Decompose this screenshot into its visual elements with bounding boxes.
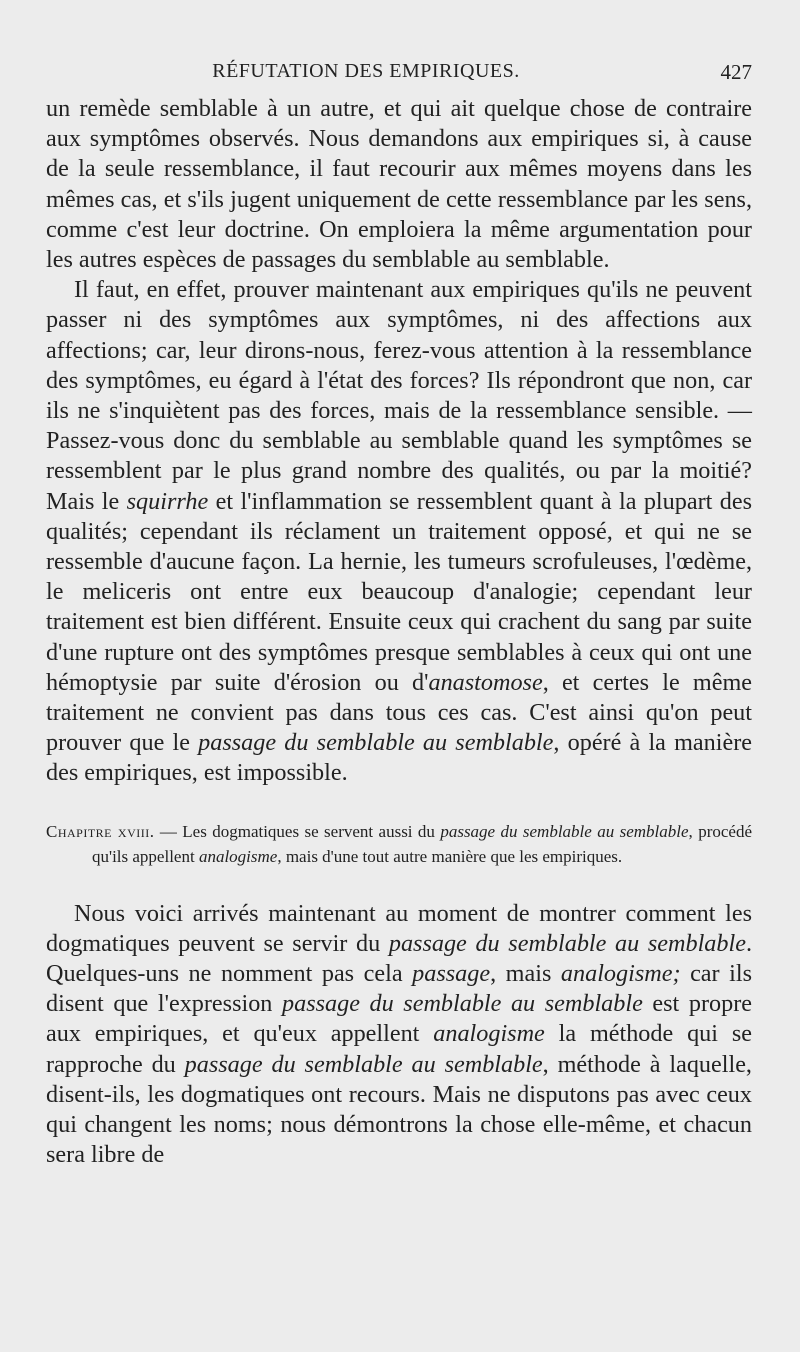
- running-title: RÉFUTATION DES EMPIRIQUES.: [212, 60, 520, 82]
- italic-term: passage du semblable au semblable: [282, 990, 643, 1018]
- text-run: car ils disent que l'expression: [46, 960, 752, 1018]
- page-header: [46, 56, 752, 90]
- paragraph-2: [46, 275, 752, 788]
- chapter-label: Chapitre xviii.: [46, 821, 155, 841]
- italic-term: squirrhe: [126, 487, 209, 515]
- text-run: , et certes le même traitement ne convient pas dans tous ces cas. C'est ainsi qu'on peut prouver que le: [46, 668, 753, 757]
- italic-term: passage: [412, 960, 491, 988]
- italic-term: analogisme: [198, 846, 278, 866]
- text-run: — Les dogmatiques se servent aussi du: [154, 821, 441, 841]
- text-run: , méthode à laquelle, disent-ils, les dogmatiques ont recours. Mais ne disputons pas avec ceux qui changent les noms; nous démontrons la chose elle-même, et chacun sera libre de: [46, 1050, 752, 1169]
- italic-term: passage du semblable au semblable: [198, 729, 554, 757]
- text-run: , procédé qu'ils appellent: [92, 821, 752, 866]
- text-run: . Quelques-uns ne nomment pas cela: [46, 929, 752, 988]
- italic-term: anastomose: [428, 668, 543, 696]
- page-body: [46, 94, 752, 1171]
- text-run: Il faut, en effet, prouver maintenant aux empiriques qu'ils ne peuvent passer ni des symptômes aux symptômes, ni des affections aux affections; car, leur dirons-nous, ferez-vous attention à la ressemblance des symptômes, eu égard à l'état des forces? Ils répondront que non, car ils ne s'inquiètent pas des forces, mais de la ressemblance sensible. — Passez-vous donc du semblable au semblable quand les symptômes se ressemblent par le plus grand nombre des qualités, ou par la moitié? Mais le: [46, 276, 752, 515]
- italic-term: analogisme: [433, 1020, 545, 1048]
- text-run: Nous voici arrivés maintenant au moment de montrer comment les dogmatiques peuvent se servir du: [46, 899, 752, 957]
- italic-term: passage du semblable au semblable: [388, 929, 746, 957]
- text-run: , opéré à la manière des empiriques, est impossible.: [46, 729, 752, 787]
- paragraph-3: [46, 899, 752, 1171]
- italic-term: passage du semblable au semblable: [440, 821, 689, 841]
- chapter-summary: [46, 819, 752, 869]
- paragraph-1: un remède semblable à un autre, et qui ait quelque chose de contraire aux symptômes observés. Nous demandons aux empiriques si, à cause de la seule ressemblance, il faut recourir aux mêmes moyens dans les mêmes cas, et s'ils jugent uniquement de cette ressemblance par les sens, comme c'est leur doctrine. On emploiera la même argumentation pour les autres espèces de passages du semblable au semblable.: [46, 95, 752, 274]
- text-run: la méthode qui se rapproche du: [46, 1020, 752, 1078]
- text-run: , mais d'une tout autre manière que les empiriques.: [277, 846, 623, 866]
- italic-term: analogisme;: [560, 960, 681, 988]
- text-run: est propre aux empiriques, et qu'eux appellent: [46, 990, 752, 1048]
- text-run: , mais: [490, 960, 561, 988]
- italic-term: passage du semblable au semblable: [184, 1050, 543, 1078]
- page-number: 427: [720, 60, 752, 84]
- text-run: et l'inflammation se ressemblent quant à la plupart des qualités; cependant ils réclament un traitement opposé, et qui ne se ressemble d'aucune façon. La hernie, les tumeurs scrofuleuses, l'œdème, le meliceris ont entre eux beaucoup d'analogie; cependant leur traitement est bien différent. Ensuite ceux qui crachent du sang par suite d'une rupture ont des symptômes presque semblables à ceux qui ont une hémoptysie par suite d'érosion ou d': [46, 487, 752, 696]
